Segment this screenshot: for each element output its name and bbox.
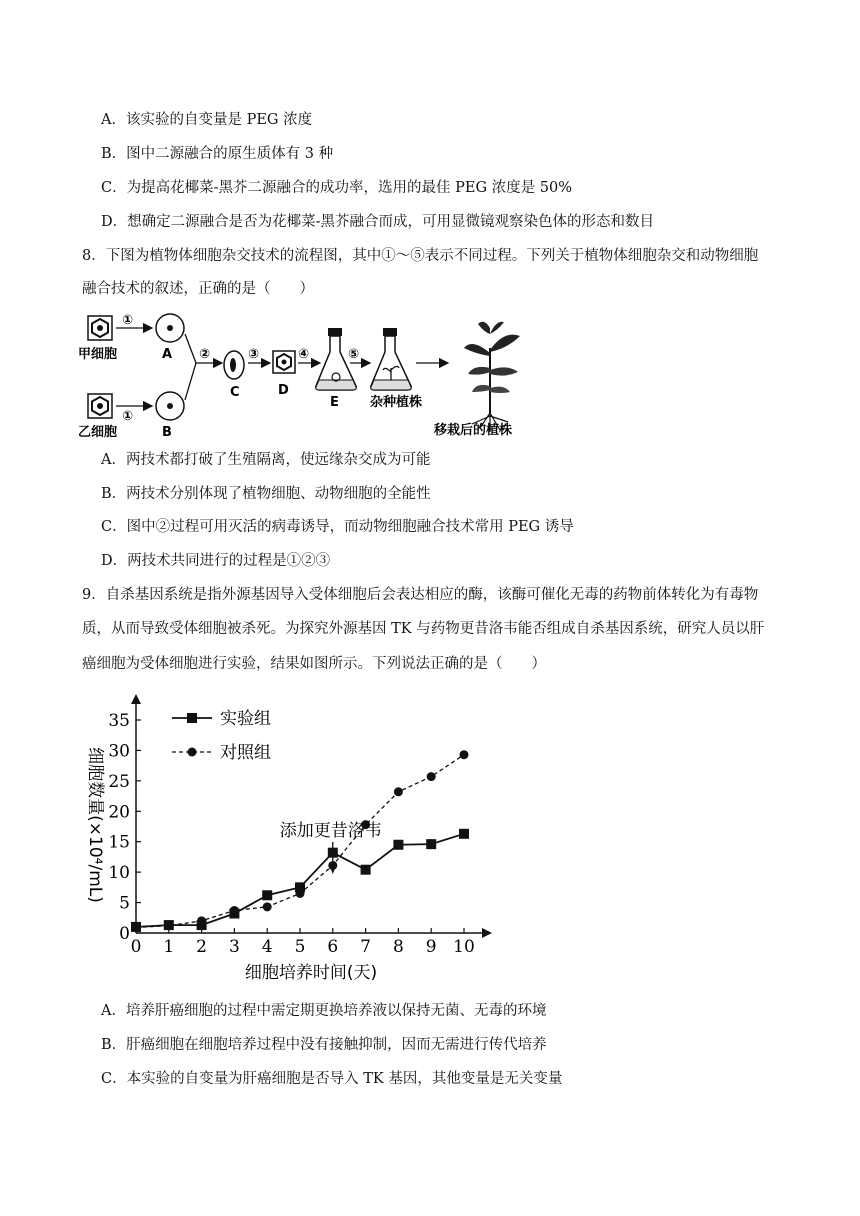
series-2-line <box>136 755 464 928</box>
legend-series-2-label: 对照组 <box>220 743 271 763</box>
transplanted-plant-label: 移栽后的植株 <box>434 423 513 438</box>
step1-bottom-label: ① <box>122 409 134 424</box>
q9-stem-line1: 9．自杀基因系统是指外源基因导入受体细胞后会表达相应的酶，该酶可催化无毒的药物前体转化为有毒物 <box>82 587 759 603</box>
series-2-point <box>132 923 141 932</box>
cell-a-label: 甲细胞 <box>78 347 118 362</box>
chart-series <box>131 750 469 932</box>
hybrid-cell-hexagon-icon <box>273 351 295 373</box>
q8-stem-line1: 8．下图为植物体细胞杂交技术的流程图，其中①～⑤表示不同过程。下列关于植物体细胞杂交和动物细胞 <box>82 248 759 264</box>
series-2-point <box>427 772 436 781</box>
cell-b-hexagon-icon <box>88 394 112 418</box>
chart-legend <box>172 709 271 763</box>
hybridization-flow-diagram <box>72 308 542 440</box>
annotation-label: 添加更昔洛韦 <box>279 821 382 841</box>
node-d-label: D <box>278 383 289 398</box>
y-axis-label: 细胞数量(×10⁴/mL) <box>85 747 105 903</box>
series-1-point <box>361 865 371 875</box>
q7-option-c: C．为提高花椰菜-黑芥二源融合的成功率，选用的最佳 PEG 浓度是 50% <box>101 180 572 196</box>
step4-label: ④ <box>298 347 310 362</box>
series-1-point <box>426 839 436 849</box>
y-tick-label: 20 <box>108 802 130 823</box>
series-1-point <box>262 890 272 900</box>
y-tick-label: 5 <box>119 893 130 914</box>
legend-series-1-label: 实验组 <box>220 709 271 729</box>
q9-option-c: C．本实验的自变量为肝癌细胞是否导入 TK 基因，其他变量是无关变量 <box>101 1071 563 1087</box>
series-1-point <box>459 829 469 839</box>
transplanted-plant-icon <box>464 322 520 432</box>
q7-option-b: B．图中二源融合的原生质体有 3 种 <box>101 146 334 162</box>
x-tick-label: 0 <box>130 937 142 957</box>
x-tick-label: 2 <box>196 937 208 957</box>
q7-option-a: A．该实验的自变量是 PEG 浓度 <box>101 112 313 128</box>
x-tick-label: 7 <box>360 937 372 957</box>
fused-protoplast-icon <box>224 351 244 379</box>
step5-label: ⑤ <box>348 347 360 362</box>
series-1-line <box>136 834 464 927</box>
q9-option-a: A．培养肝癌细胞的过程中需定期更换培养液以保持无菌、无毒的环境 <box>101 1003 547 1019</box>
x-tick-label: 3 <box>228 937 240 957</box>
q8-option-a: A．两技术都打破了生殖隔离，使远缘杂交成为可能 <box>101 452 431 468</box>
y-tick-label: 30 <box>108 741 130 762</box>
q7-option-d: D．想确定二源融合是否为花椰菜-黑芥融合而成，可用显微镜观察染色体的形态和数目 <box>101 214 655 230</box>
q8-option-c: C．图中②过程可用灭活的病毒诱导，而动物细胞融合技术常用 PEG 诱导 <box>101 519 574 535</box>
y-axis-arrowhead <box>131 694 141 704</box>
y-tick-label: 35 <box>108 711 130 731</box>
series-2-point <box>197 916 206 925</box>
series-2-point <box>296 889 305 898</box>
series-2-point <box>394 787 403 796</box>
cell-b-label: 乙细胞 <box>78 425 118 440</box>
protoplast-b-icon <box>156 392 184 420</box>
x-tick-label: 10 <box>453 937 475 957</box>
series-2-point <box>164 921 173 930</box>
annotation-arrowhead <box>329 864 337 874</box>
chart-axes <box>131 694 492 938</box>
node-b-label: B <box>162 425 172 440</box>
q9-option-b: B．肝癌细胞在细胞培养过程中没有接触抑制，因而无需进行传代培养 <box>101 1037 547 1053</box>
x-axis-label: 细胞培养时间(天) <box>244 963 378 983</box>
series-2-point <box>460 750 469 759</box>
step3-label: ③ <box>248 347 260 362</box>
series-2-point <box>230 906 239 915</box>
node-e-label: E <box>330 395 339 410</box>
y-tick-label: 25 <box>108 771 130 792</box>
q8-stem-line2: 融合技术的叙述，正确的是（ ） <box>82 281 314 297</box>
y-tick-labels <box>108 711 130 944</box>
x-tick-label: 5 <box>294 937 306 957</box>
x-tick-label: 1 <box>163 937 175 957</box>
x-tick-labels <box>131 937 475 957</box>
q9-stem-line3: 癌细胞为受体细胞进行实验，结果如图所示。下列说法正确的是（ ） <box>82 656 546 672</box>
step2-label: ② <box>199 347 211 362</box>
cell-a-hexagon-icon <box>88 316 112 340</box>
x-tick-label: 8 <box>392 937 404 957</box>
x-tick-label: 9 <box>425 937 437 957</box>
hybrid-plant-label: 杂种植株 <box>370 395 423 410</box>
y-tick-label: 0 <box>119 924 130 944</box>
x-axis-arrowhead <box>482 928 492 938</box>
series-1-point <box>393 840 403 850</box>
node-a-label: A <box>162 347 173 362</box>
series-2-point <box>263 902 272 911</box>
cell-count-chart <box>80 690 500 990</box>
q9-stem-line2: 质，从而导致受体细胞被杀死。为探究外源基因 TK 与药物更昔洛韦能否组成自杀基因系统，研究人员以肝 <box>82 621 765 637</box>
node-c-label: C <box>230 385 240 400</box>
protoplast-a-icon <box>156 314 184 342</box>
x-tick-label: 4 <box>261 937 273 957</box>
culture-flask-hybrid-icon <box>371 328 411 390</box>
q8-option-d: D．两技术共同进行的过程是①②③ <box>101 553 331 569</box>
y-tick-label: 10 <box>108 863 130 884</box>
x-tick-label: 6 <box>327 937 339 957</box>
q8-option-b: B．两技术分别体现了植物细胞、动物细胞的全能性 <box>101 486 431 502</box>
step1-top-label: ① <box>122 313 134 328</box>
y-tick-label: 15 <box>108 832 130 853</box>
